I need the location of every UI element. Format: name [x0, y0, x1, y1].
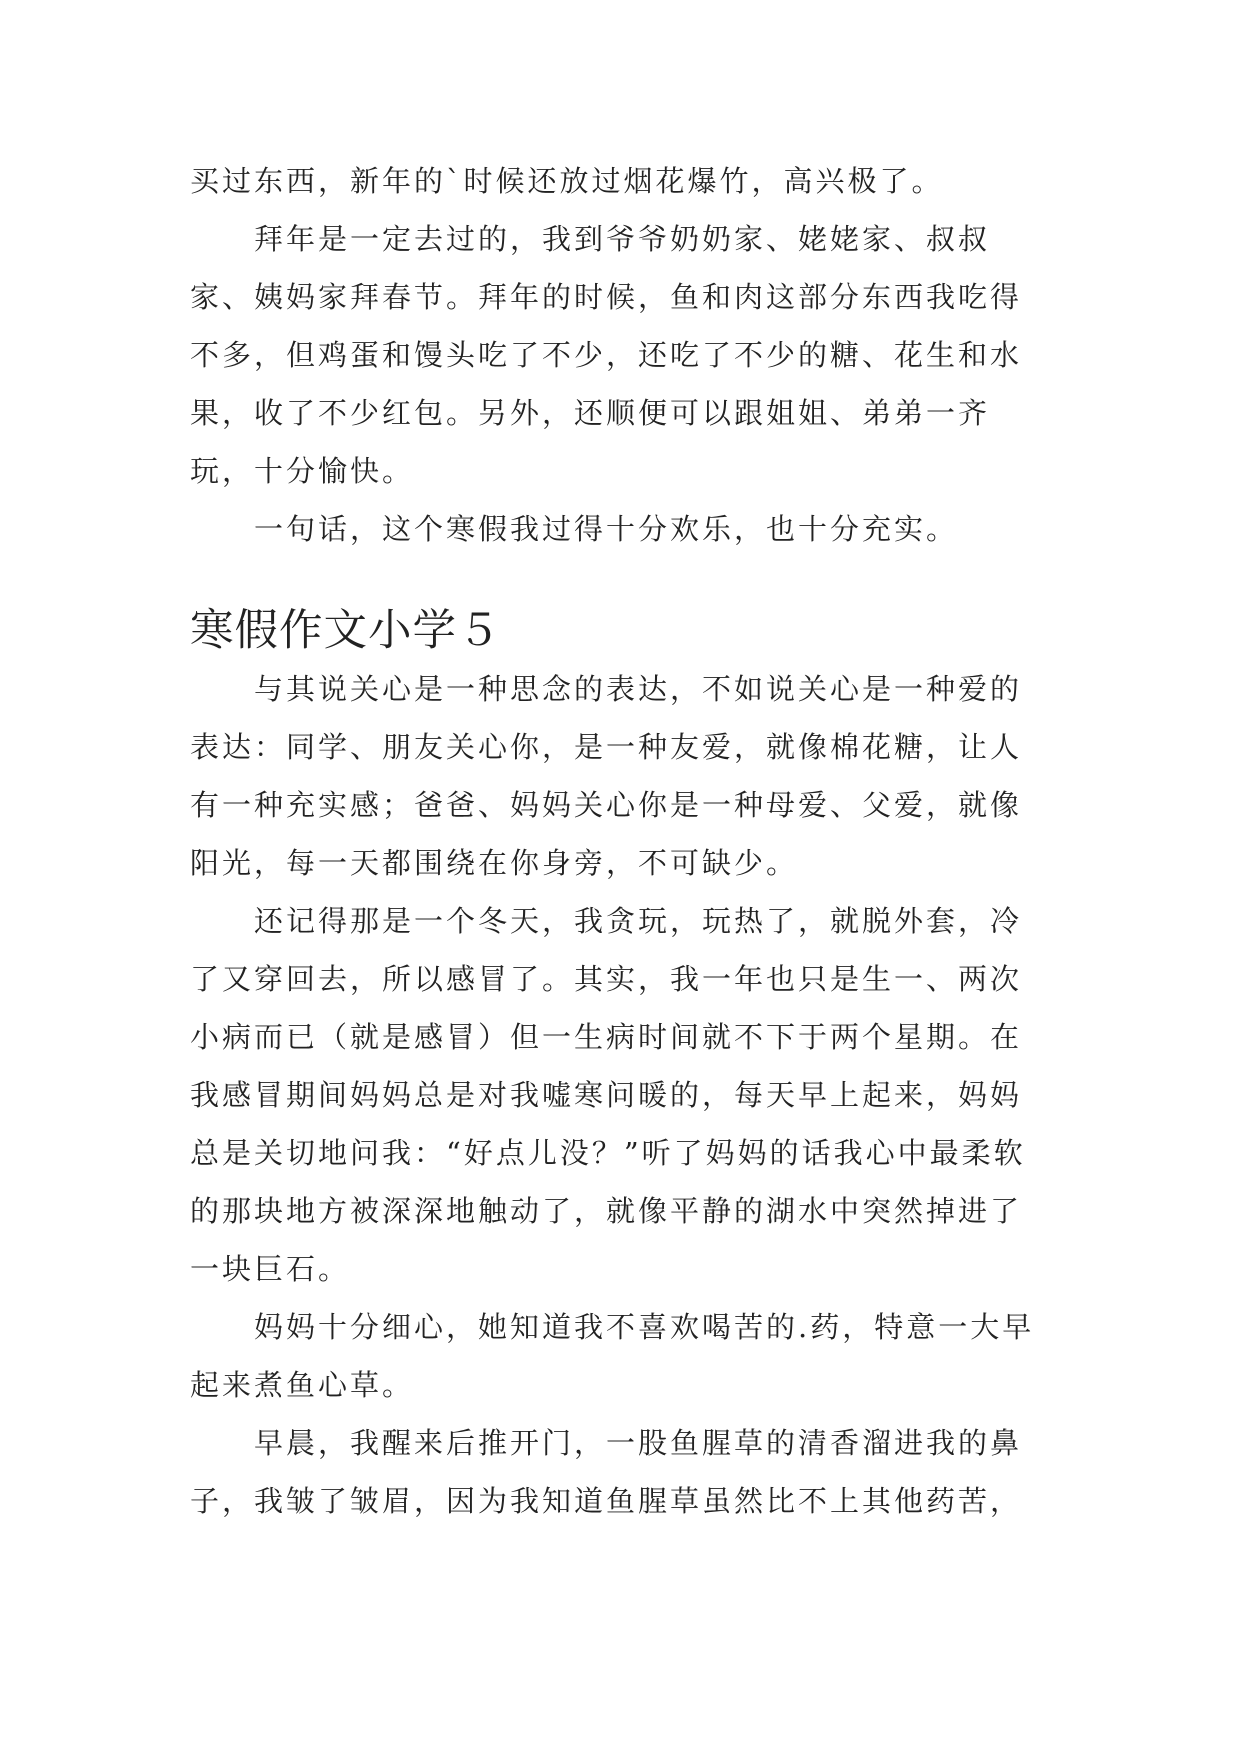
paragraph-5: 还记得那是一个冬天，我贪玩，玩热了，就脱外套，冷了又穿回去，所以感冒了。其实，我一年也只是生一、两次小病而已（就是感冒）但一生病时间就不下于两个星期。在我感冒期间妈妈总是对我嘘寒问暖的，每天早上起来，妈妈总是关切地问我：“好点儿没？”听了妈妈的话我心中最柔软的那块地方被深深地触动了，就像平静的湖水中突然掉进了一块巨石。 — [190, 904, 1026, 1286]
paragraph-7: 早晨，我醒来后推开门，一股鱼腥草的清香溜进我的鼻子，我皱了皱眉，因为我知道鱼腥草虽然比不上其他药苦， — [190, 1426, 1023, 1518]
paragraph-2: 拜年是一定去过的，我到爷爷奶奶家、姥姥家、叔叔家、姨妈家拜春节。拜年的时候，鱼和肉这部分东西我吃得不多，但鸡蛋和馒头吃了不少，还吃了不少的糖、花生和水果，收了不少红包。另外，还顺便可以跟姐姐、弟弟一齐玩，十分愉快。 — [190, 222, 1023, 488]
paragraph-1: 买过东西，新年的`时候还放过烟花爆竹，高兴极了。 — [190, 164, 944, 198]
paragraph-4: 与其说关心是一种思念的表达，不如说关心是一种爱的表达：同学、朋友关心你，是一种友爱，就像棉花糖，让人有一种充实感；爸爸、妈妈关心你是一种母爱、父爱，就像阳光，每一天都围绕在你身旁，不可缺少。 — [190, 672, 1023, 880]
document-body — [190, 152, 1050, 1530]
paragraph-6: 妈妈十分细心，她知道我不喜欢喝苦的.药，特意一大早起来煮鱼心草。 — [190, 1310, 1035, 1402]
paragraph-3: 一句话，这个寒假我过得十分欢乐，也十分充实。 — [254, 512, 959, 546]
section-heading: 寒假作文小学５ — [190, 606, 502, 656]
